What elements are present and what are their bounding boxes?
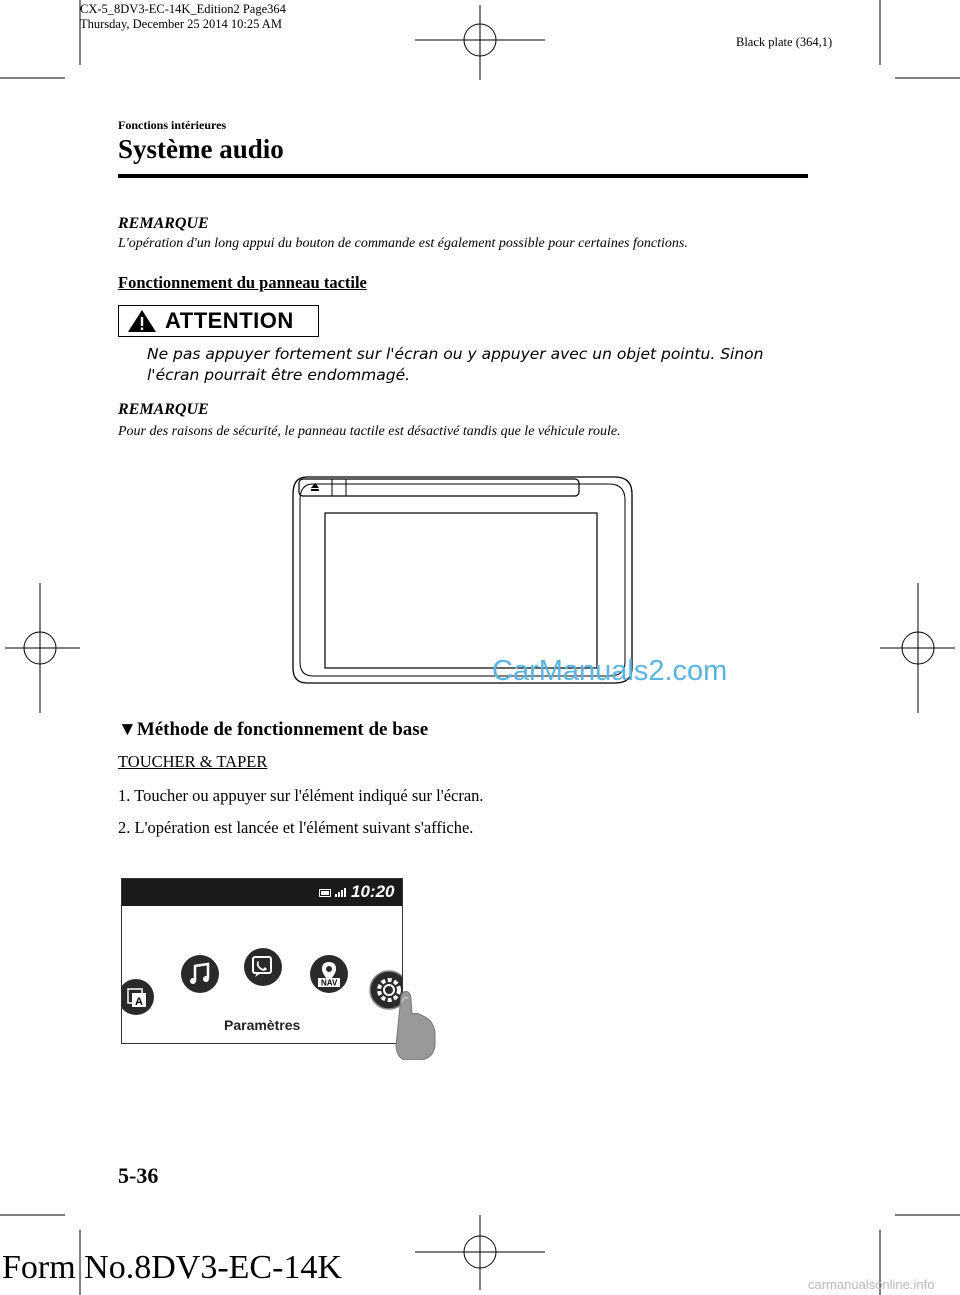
step-2: 2. L'opération est lancée et l'élément suivant s'affiche.	[118, 818, 474, 837]
apps-icon[interactable]	[122, 979, 154, 1015]
attention-text	[147, 344, 763, 386]
home-screen-illustration	[121, 878, 403, 1044]
signal-icon	[335, 887, 349, 897]
remark-text: L'opération d'un long appui du bouton de commande est également possible pour certaines fonctions.	[118, 236, 688, 251]
section-label: Fonctions intérieures	[118, 118, 227, 132]
svg-text:NAV: NAV	[321, 978, 338, 988]
battery-icon	[319, 889, 333, 897]
remark-heading: REMARQUE	[118, 215, 209, 232]
remark-heading-2: REMARQUE	[118, 401, 209, 418]
svg-text:A: A	[135, 996, 143, 1008]
touch-panel-heading: Fonctionnement du panneau tactile	[118, 273, 367, 292]
attention-line-2: l'écran pourrait être endommagé.	[147, 366, 411, 384]
attention-label: ATTENTION	[165, 308, 294, 333]
attention-line-1: Ne pas appuyer fortement sur l'écran ou y appuyer avec un objet pointu. Sinon	[147, 345, 764, 363]
clock-time: 10:20	[351, 882, 395, 901]
basic-op-heading	[118, 719, 428, 741]
attention-box	[118, 305, 319, 337]
navigation-icon[interactable]	[309, 954, 349, 994]
form-number: Form No.8DV3-EC-14K	[2, 1249, 342, 1286]
plate-label: Black plate (364,1)	[736, 35, 833, 49]
watermark: CarManuals2.com	[492, 655, 728, 687]
print-date-line: Thursday, December 25 2014 10:25 AM	[80, 17, 282, 31]
hand-pointer-icon	[393, 988, 439, 1060]
title-rule	[118, 174, 808, 178]
page-title: Système audio	[118, 134, 284, 164]
status-bar	[122, 879, 402, 906]
touch-tap-subheading: TOUCHER & TAPER	[118, 752, 268, 771]
step-1: 1. Toucher ou appuyer sur l'élément indiqué sur l'écran.	[118, 786, 484, 805]
basic-op-heading-text: Méthode de fonctionnement de base	[136, 719, 429, 740]
triangle-marker: ▼	[118, 719, 137, 740]
remark-text-2: Pour des raisons de sécurité, le panneau tactile est désactivé tandis que le véhicule roule.	[118, 424, 621, 439]
warning-icon	[125, 308, 165, 334]
footer-watermark: carmanualsonline.info	[808, 1277, 935, 1292]
print-file-line: CX-5_8DV3-EC-14K_Edition2 Page364	[80, 2, 286, 16]
page-number: 5-36	[118, 1163, 159, 1188]
settings-label: Paramètres	[224, 1017, 301, 1033]
phone-icon[interactable]	[243, 947, 283, 987]
screen-area	[325, 513, 597, 668]
music-icon[interactable]	[180, 954, 220, 994]
